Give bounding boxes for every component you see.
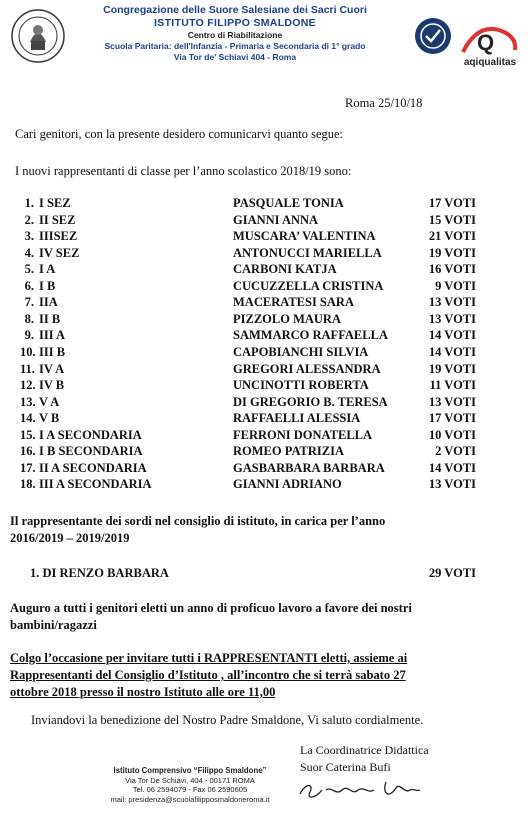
representative-name: GASBARBARA BARBARA	[233, 460, 385, 475]
representative-votes: 13 VOTI	[428, 295, 476, 310]
representative-votes: 10 VOTI	[428, 427, 476, 442]
representative-votes: 15 VOTI	[428, 212, 476, 227]
header-institute: ISTITUTO FILIPPO SMALDONE	[154, 17, 316, 29]
representative-row	[0, 444, 528, 461]
footer-phone: Tel. 06 2594079 - Fax 06 2590605	[132, 785, 248, 794]
representative-class: I B SECONDARIA	[39, 444, 143, 459]
header-center: Centro di Riabilitazione	[187, 30, 283, 40]
representative-votes: 17 VOTI	[428, 196, 476, 210]
representative-class: IIISEZ	[39, 229, 78, 244]
representative-votes: 14 VOTI	[428, 344, 476, 359]
school-seal-logo	[10, 8, 66, 64]
letter-date: Roma 25/10/18	[345, 96, 423, 110]
representative-row	[0, 362, 528, 379]
representative-number: 6.	[24, 278, 34, 293]
representative-class: III B	[39, 344, 66, 359]
representative-name: GREGORI ALESSANDRA	[233, 361, 381, 376]
representative-row	[0, 262, 528, 279]
representative-class: IV SEZ	[39, 245, 80, 260]
representative-number: 12.	[20, 378, 36, 393]
representative-votes: 21 VOTI	[428, 229, 476, 244]
representative-row	[0, 378, 528, 395]
invitation-line-2: Rappresentanti del Consiglio d’Istituto , all’incontro che si terrà sabato 27	[10, 668, 406, 682]
representative-number: 3.	[24, 229, 34, 244]
representative-votes: 13 VOTI	[428, 477, 476, 492]
deaf-rep-term: 2016/2019 – 2019/2019	[10, 531, 130, 545]
deaf-rep-name: 1. DI RENZO BARBARA	[30, 566, 169, 580]
representative-class: III A	[39, 328, 66, 343]
deaf-rep-intro: Il rappresentante dei sordi nel consiglio di istituto, in carica per l’anno	[10, 514, 386, 528]
representative-votes: 13 VOTI	[428, 311, 476, 326]
footer-email: mail: presidenza@scuolafilipposmaldoneroma.it	[110, 794, 270, 804]
representative-votes: 14 VOTI	[428, 328, 476, 343]
aqi-mark-icon	[455, 20, 525, 56]
representative-row	[0, 411, 528, 428]
representative-class: II B	[39, 311, 61, 326]
representative-number: 9.	[24, 328, 34, 343]
representative-name: RAFFAELLI ALESSIA	[233, 411, 361, 426]
coordinator-title: La Coordinatrice Didattica	[300, 743, 429, 757]
closing-greeting: Inviandovi la benedizione del Nostro Padre Smaldone, Vi saluto cordialmente.	[31, 713, 424, 727]
representative-class: I SEZ	[39, 196, 71, 210]
footer-address-block	[100, 766, 280, 804]
representative-number: 13.	[20, 394, 36, 409]
representative-name: PASQUALE TONIA	[233, 196, 344, 210]
representative-name: MUSCARA’ VALENTINA	[233, 229, 376, 244]
representative-class: V A	[39, 394, 60, 409]
representative-row	[0, 428, 528, 445]
representative-class: III A SECONDARIA	[39, 477, 152, 492]
representative-votes: 19 VOTI	[428, 245, 476, 260]
representative-number: 7.	[24, 295, 34, 310]
representative-row	[0, 295, 528, 312]
representative-name: DI GREGORIO B. TERESA	[233, 394, 388, 409]
header-school: Scuola Paritaria: dell'Infanzia - Primaria e Secondaria di 1° grado	[104, 41, 366, 51]
representative-row	[0, 345, 528, 362]
representative-class: I A	[39, 262, 56, 277]
representative-row	[0, 246, 528, 263]
institution-header	[70, 4, 400, 63]
header-congregation: Congregazione delle Suore Salesiane dei Sacri Cuori	[103, 4, 367, 16]
representative-votes: 9 VOTI	[435, 278, 476, 293]
representative-number: 11.	[20, 361, 35, 376]
representative-class: IV B	[39, 378, 65, 393]
footer-institute: Istituto Comprensivo “Filippo Smaldone”	[113, 766, 267, 775]
wishes-line-1: Auguro a tutti i genitori eletti un anno di proficuo lavoro a favore dei nostri	[10, 601, 412, 615]
representative-row	[0, 328, 528, 345]
representative-row	[0, 477, 528, 494]
representative-class: I A SECONDARIA	[39, 427, 142, 442]
representative-row	[0, 461, 528, 478]
representative-name: FERRONI DONATELLA	[233, 427, 373, 442]
representative-votes: 11 VOTI	[429, 378, 476, 393]
representative-number: 4.	[24, 245, 34, 260]
representative-row	[0, 279, 528, 296]
deaf-rep-votes: 29 VOTI	[428, 566, 476, 580]
representative-row	[0, 213, 528, 230]
quality-certification-logo	[455, 20, 525, 70]
representative-name: PIZZOLO MAURA	[233, 311, 341, 326]
representative-row	[0, 395, 528, 412]
representative-votes: 17 VOTI	[428, 411, 476, 426]
svg-text:Q: Q	[477, 30, 495, 55]
representative-class: IIA	[39, 295, 58, 310]
representative-votes: 13 VOTI	[428, 394, 476, 409]
representative-number: 15.	[20, 427, 36, 442]
representative-number: 1.	[24, 196, 34, 210]
representative-class: I B	[39, 278, 56, 293]
invitation-line-3: ottobre 2018 presso il nostro Istituto alle ore 11,00	[10, 685, 276, 699]
representative-votes: 19 VOTI	[428, 361, 476, 376]
representative-votes: 2 VOTI	[435, 444, 476, 459]
invitation-line-1: Colgo l’occasione per invitare tutti i RAPPRESENTANTI eletti, assieme ai	[10, 651, 408, 665]
accreditation-logo	[413, 16, 453, 56]
handwritten-signature	[296, 776, 426, 804]
representative-name: CARBONI KATJA	[233, 262, 337, 277]
letter-intro: I nuovi rappresentanti di classe per l’anno scolastico 2018/19 sono:	[15, 164, 352, 178]
representative-class: V B	[39, 411, 60, 426]
representative-number: 16.	[20, 444, 36, 459]
representative-class: II A SECONDARIA	[39, 460, 147, 475]
coordinator-name: Suor Caterina Bufi	[300, 760, 391, 774]
representative-number: 2.	[24, 212, 34, 227]
letter-greeting: Cari genitori, con la presente desidero comunicarvi quanto segue:	[15, 127, 344, 141]
representative-votes: 14 VOTI	[428, 460, 476, 475]
representative-number: 8.	[24, 311, 34, 326]
representative-number: 14.	[20, 411, 36, 426]
representative-name: MACERATESI SARA	[233, 295, 354, 310]
representative-name: GIANNI ADRIANO	[233, 477, 342, 492]
representative-name: UNCINOTTI ROBERTA	[233, 378, 369, 393]
representative-name: GIANNI ANNA	[233, 212, 319, 227]
header-address: Via Tor de' Schiavi 404 - Roma	[173, 52, 297, 62]
representative-name: ANTONUCCI MARIELLA	[233, 245, 382, 260]
representative-name: CUCUZZELLA CRISTINA	[233, 278, 384, 293]
representative-number: 18.	[20, 477, 36, 492]
representative-number: 5.	[24, 262, 34, 277]
representative-number: 17.	[20, 460, 36, 475]
representative-name: CAPOBIANCHI SILVIA	[233, 344, 369, 359]
wishes-line-2: bambini/ragazzi	[10, 618, 97, 632]
representative-row	[0, 312, 528, 329]
representative-number: 10.	[20, 344, 36, 359]
footer-address: Via Tor De Schiavi, 404 - 00171 ROMA	[125, 775, 255, 785]
representative-class: II SEZ	[39, 212, 76, 227]
representative-class: IV A	[39, 361, 65, 376]
representative-row	[0, 196, 528, 213]
representative-row	[0, 229, 528, 246]
quality-brand-label: aqiqualitas	[463, 57, 517, 68]
representative-name: ROMEO PATRIZIA	[233, 444, 344, 459]
representative-votes: 16 VOTI	[428, 262, 476, 277]
representative-name: SAMMARCO RAFFAELLA	[233, 328, 388, 343]
